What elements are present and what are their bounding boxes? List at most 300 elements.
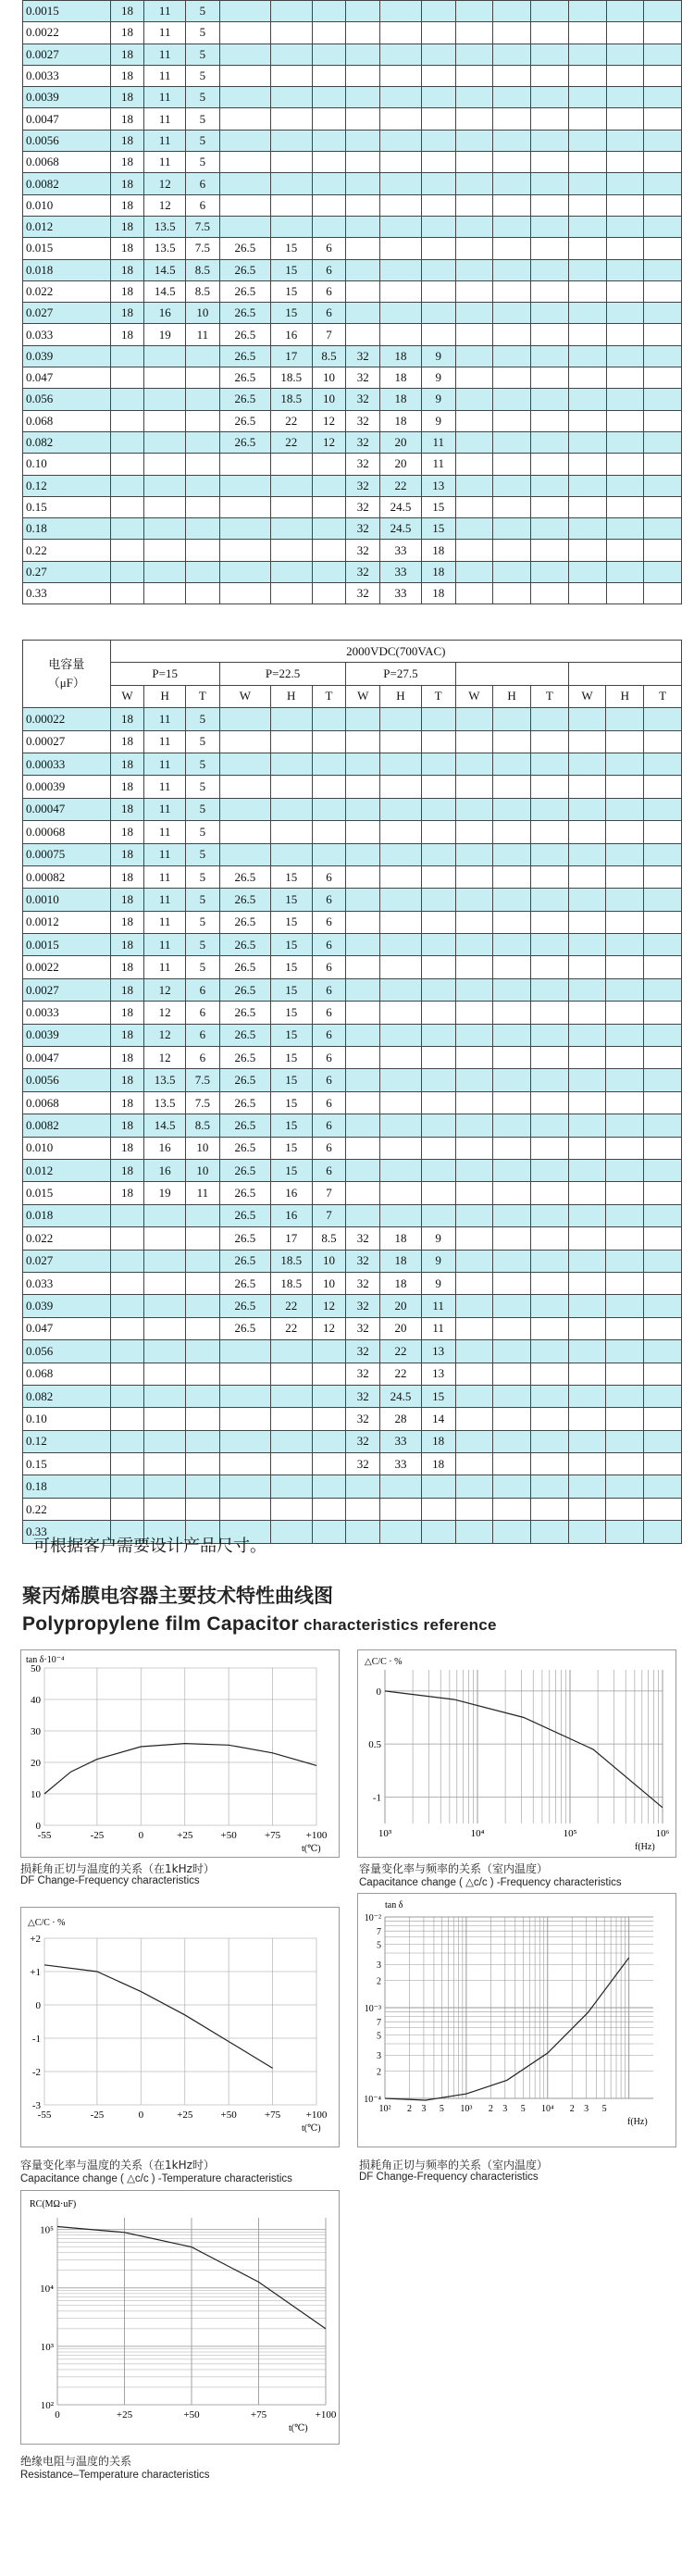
capacitance-cell: 0.18 bbox=[23, 518, 111, 540]
dimension-cell: 26.5 bbox=[219, 889, 270, 911]
tick-label-y: -3 bbox=[31, 2100, 41, 2111]
dimension-cell bbox=[270, 561, 312, 582]
dimension-cell bbox=[455, 259, 493, 280]
dimension-cell bbox=[270, 540, 312, 561]
dimension-cell bbox=[568, 1182, 606, 1204]
dimension-cell: 32 bbox=[346, 496, 380, 517]
dimension-cell: 26.5 bbox=[219, 1114, 270, 1137]
dimension-cell: 11 bbox=[144, 776, 186, 798]
dimension-cell bbox=[606, 389, 644, 410]
dimension-cell bbox=[312, 22, 346, 44]
dimension-cell bbox=[346, 889, 380, 911]
dimension-cell bbox=[110, 345, 144, 367]
capacitance-cell: 0.0039 bbox=[23, 1024, 111, 1046]
dimension-cell bbox=[455, 561, 493, 582]
dimension-cell bbox=[380, 44, 422, 65]
dimension-cell bbox=[568, 776, 606, 798]
capacitance-cell: 0.0027 bbox=[23, 44, 111, 65]
capacitance-cell: 0.015 bbox=[23, 238, 111, 259]
dimension-cell bbox=[421, 303, 455, 324]
dimension-cell bbox=[493, 259, 531, 280]
tick-label-y: -2 bbox=[31, 2067, 41, 2078]
dimension-cell bbox=[644, 216, 682, 237]
dimension-cell bbox=[312, 583, 346, 604]
dimension-cell bbox=[346, 259, 380, 280]
tick-label-y: 2 bbox=[377, 1976, 381, 1987]
dimension-cell bbox=[455, 1295, 493, 1317]
capacitance-cell: 0.00082 bbox=[23, 865, 111, 888]
dimension-cell bbox=[568, 216, 606, 237]
dimension-cell: 18 bbox=[110, 956, 144, 978]
dimension-cell bbox=[644, 22, 682, 44]
dimension-cell: 26.5 bbox=[219, 1250, 270, 1272]
table-row bbox=[23, 454, 682, 475]
dimension-cell bbox=[493, 934, 531, 956]
dimension-cell: 5 bbox=[186, 753, 220, 775]
dimension-cell bbox=[421, 1114, 455, 1137]
dimension-cell bbox=[455, 518, 493, 540]
dimension-cell: 11 bbox=[144, 934, 186, 956]
tick-label-y: 5 bbox=[377, 1940, 381, 1951]
dimension-cell bbox=[644, 454, 682, 475]
dimension-cell bbox=[644, 889, 682, 911]
dimension-cell bbox=[455, 1114, 493, 1137]
dimension-cell bbox=[186, 389, 220, 410]
tick-label-x: 5 bbox=[520, 2104, 526, 2114]
dimension-cell: 16 bbox=[270, 1182, 312, 1204]
dimension-cell bbox=[644, 324, 682, 345]
dimension-cell bbox=[606, 1002, 644, 1024]
dimension-cell bbox=[568, 1, 606, 22]
dimension-cell bbox=[144, 1340, 186, 1363]
dimension-cell bbox=[531, 44, 569, 65]
dimension-cell bbox=[455, 540, 493, 561]
dimension-cell bbox=[219, 843, 270, 865]
table-row bbox=[23, 389, 682, 410]
dimension-cell bbox=[186, 1475, 220, 1498]
dimension-cell bbox=[644, 1340, 682, 1363]
dimension-cell bbox=[312, 540, 346, 561]
table-row bbox=[23, 753, 682, 775]
dimension-cell bbox=[219, 1475, 270, 1498]
dimension-cell: 6 bbox=[312, 978, 346, 1001]
capacitance-cell: 0.056 bbox=[23, 1340, 111, 1363]
dimension-cell bbox=[421, 22, 455, 44]
tick-label-x: 0 bbox=[138, 1830, 144, 1841]
dimension-cell bbox=[380, 708, 422, 730]
section-title-en bbox=[22, 1613, 497, 1636]
dimension-cell bbox=[270, 1521, 312, 1543]
dimension-header: T bbox=[421, 685, 455, 707]
dimension-cell bbox=[644, 65, 682, 86]
dimension-cell bbox=[144, 454, 186, 475]
dimension-cell bbox=[421, 1137, 455, 1159]
dimension-cell bbox=[312, 843, 346, 865]
dimension-cell bbox=[493, 496, 531, 517]
dimension-cell bbox=[644, 1002, 682, 1024]
dimension-cell: 18 bbox=[110, 87, 144, 108]
table-row bbox=[23, 561, 682, 582]
chart-3-caption-cn: 容量变化率与温度的关系（在1kHz时） bbox=[20, 2159, 215, 2172]
dimension-cell bbox=[455, 367, 493, 389]
dimension-cell bbox=[530, 843, 568, 865]
dimension-cell bbox=[312, 475, 346, 496]
dimension-cell bbox=[455, 1521, 493, 1543]
dimension-cell bbox=[493, 1295, 531, 1317]
dimension-cell bbox=[421, 821, 455, 843]
dimension-cell bbox=[493, 410, 531, 431]
dimension-cell bbox=[421, 1204, 455, 1226]
capacitance-cell: 0.0012 bbox=[23, 911, 111, 933]
dimension-cell bbox=[606, 22, 644, 44]
dimension-cell bbox=[531, 216, 569, 237]
table-row bbox=[23, 238, 682, 259]
dimension-cell bbox=[110, 1498, 144, 1520]
dimension-cell bbox=[110, 518, 144, 540]
dimension-cell bbox=[186, 1250, 220, 1272]
tick-label-x: +25 bbox=[177, 2109, 193, 2121]
tick-label-x: 3 bbox=[584, 2104, 589, 2114]
dimension-cell bbox=[380, 1, 422, 22]
capacitance-cell: 0.00047 bbox=[23, 798, 111, 820]
dimension-cell: 26.5 bbox=[219, 238, 270, 259]
dimension-cell: 32 bbox=[346, 561, 380, 582]
dimension-cell bbox=[380, 1047, 422, 1069]
capacitance-cell: 0.027 bbox=[23, 303, 111, 324]
dimension-cell: 32 bbox=[346, 345, 380, 367]
dimension-cell: 6 bbox=[312, 1069, 346, 1091]
dimension-cell bbox=[110, 540, 144, 561]
dimension-cell bbox=[568, 1475, 606, 1498]
dimension-cell bbox=[219, 1408, 270, 1430]
table-row bbox=[23, 130, 682, 151]
dimension-cell bbox=[186, 345, 220, 367]
dimension-cell: 18 bbox=[110, 324, 144, 345]
tick-label-x: +25 bbox=[177, 1830, 193, 1841]
dimension-cell bbox=[455, 1340, 493, 1363]
dimension-cell bbox=[455, 1024, 493, 1046]
dimension-cell bbox=[346, 865, 380, 888]
table-row bbox=[23, 108, 682, 130]
dimension-cell bbox=[219, 130, 270, 151]
tick-label-x: 10⁴ bbox=[470, 1828, 485, 1839]
dimension-cell bbox=[493, 1002, 531, 1024]
dimension-cell bbox=[568, 1498, 606, 1520]
dimension-cell bbox=[530, 730, 568, 753]
voltage-header: 2000VDC(700VAC) bbox=[110, 641, 681, 663]
dimension-cell: 22 bbox=[270, 410, 312, 431]
dimension-cell bbox=[606, 194, 644, 216]
dimension-cell: 26.5 bbox=[219, 367, 270, 389]
dimension-cell bbox=[530, 1227, 568, 1250]
dimension-cell bbox=[312, 87, 346, 108]
dimension-cell bbox=[421, 280, 455, 302]
dimension-cell bbox=[568, 1159, 606, 1181]
dimension-cell: 12 bbox=[144, 194, 186, 216]
dimension-cell bbox=[312, 173, 346, 194]
dimension-cell bbox=[530, 1047, 568, 1069]
tick-label-y: 10 bbox=[31, 1789, 41, 1800]
dimension-cell bbox=[606, 454, 644, 475]
dimension-cell bbox=[530, 1295, 568, 1317]
dimension-cell: 32 bbox=[346, 1250, 380, 1272]
dimension-cell: 13 bbox=[421, 1363, 455, 1385]
dimension-cell: 13 bbox=[421, 1340, 455, 1363]
section-title-en-main: Polypropylene film Capacitor bbox=[22, 1613, 299, 1635]
dimension-cell bbox=[219, 798, 270, 820]
dimension-cell: 26.5 bbox=[219, 934, 270, 956]
dimension-cell: 18 bbox=[110, 152, 144, 173]
dimension-cell bbox=[312, 65, 346, 86]
dimension-cell bbox=[530, 1430, 568, 1452]
table-row bbox=[23, 934, 682, 956]
table-row bbox=[23, 776, 682, 798]
chart-df-temperature bbox=[20, 1649, 340, 1858]
table-row bbox=[23, 1002, 682, 1024]
dimension-cell bbox=[110, 389, 144, 410]
dimension-cell: 9 bbox=[421, 367, 455, 389]
dimension-cell: 18.5 bbox=[270, 1272, 312, 1294]
table-row bbox=[23, 730, 682, 753]
dimension-cell bbox=[493, 889, 531, 911]
capacitance-cell: 0.0033 bbox=[23, 65, 111, 86]
dimension-cell bbox=[270, 1475, 312, 1498]
tick-label-y: +1 bbox=[30, 1967, 41, 1978]
dimension-cell: 15 bbox=[270, 956, 312, 978]
dimension-cell: 12 bbox=[312, 410, 346, 431]
dimension-cell: 11 bbox=[144, 152, 186, 173]
dimension-cell bbox=[186, 540, 220, 561]
dimension-cell bbox=[421, 978, 455, 1001]
dimension-cell: 18 bbox=[421, 561, 455, 582]
dimension-cell bbox=[421, 259, 455, 280]
dimension-cell bbox=[606, 1363, 644, 1385]
dimension-cell bbox=[606, 238, 644, 259]
capacitance-cell: 0.047 bbox=[23, 1317, 111, 1339]
table-row bbox=[23, 911, 682, 933]
dimension-cell: 32 bbox=[346, 540, 380, 561]
capacitance-cell: 0.033 bbox=[23, 1272, 111, 1294]
section-title-en-sub: characteristics reference bbox=[298, 1616, 497, 1634]
dimension-cell bbox=[380, 303, 422, 324]
dimension-cell bbox=[568, 889, 606, 911]
dimension-cell bbox=[493, 821, 531, 843]
dimension-cell bbox=[493, 1340, 531, 1363]
dimension-cell bbox=[346, 324, 380, 345]
dimension-cell: 26.5 bbox=[219, 1272, 270, 1294]
chart-4-caption-en: DF Change-Frequency characteristics bbox=[359, 2172, 539, 2183]
dimension-cell bbox=[568, 1363, 606, 1385]
dimension-cell bbox=[568, 561, 606, 582]
dimension-cell bbox=[644, 798, 682, 820]
dimension-cell bbox=[312, 1385, 346, 1407]
dimension-cell bbox=[186, 410, 220, 431]
dimension-cell: 18 bbox=[110, 44, 144, 65]
dimension-cell: 10 bbox=[312, 367, 346, 389]
capacitance-cell: 0.039 bbox=[23, 345, 111, 367]
dimension-cell bbox=[455, 1, 493, 22]
dimension-cell bbox=[493, 843, 531, 865]
dimension-cell: 6 bbox=[312, 1159, 346, 1181]
dimension-cell bbox=[380, 730, 422, 753]
dimension-cell bbox=[219, 1363, 270, 1385]
tick-label-y: 0 bbox=[35, 2000, 41, 2011]
dimension-cell: 10 bbox=[312, 389, 346, 410]
dimension-cell bbox=[346, 173, 380, 194]
dimension-cell: 5 bbox=[186, 108, 220, 130]
dimension-cell bbox=[493, 367, 531, 389]
dimension-cell bbox=[144, 431, 186, 453]
dimension-cell: 32 bbox=[346, 1272, 380, 1294]
dimension-cell: 5 bbox=[186, 798, 220, 820]
dimension-cell bbox=[606, 345, 644, 367]
dimension-cell bbox=[644, 1069, 682, 1091]
dimension-cell bbox=[455, 496, 493, 517]
capacitance-cell: 0.0068 bbox=[23, 1091, 111, 1114]
dimension-cell bbox=[455, 22, 493, 44]
dimension-cell bbox=[531, 324, 569, 345]
dimension-header: H bbox=[493, 685, 531, 707]
dimension-cell bbox=[186, 1272, 220, 1294]
dimension-cell bbox=[144, 475, 186, 496]
dimension-cell: 33 bbox=[380, 583, 422, 604]
dimension-cell bbox=[644, 956, 682, 978]
dimension-cell: 22 bbox=[270, 1295, 312, 1317]
dimension-cell bbox=[455, 216, 493, 237]
tick-label-x: +100 bbox=[315, 2409, 337, 2420]
dimension-cell bbox=[455, 1317, 493, 1339]
dimension-cell: 11 bbox=[144, 44, 186, 65]
dimension-cell bbox=[493, 87, 531, 108]
dimension-cell bbox=[531, 130, 569, 151]
dimension-cell bbox=[493, 1024, 531, 1046]
dimension-cell: 15 bbox=[270, 1114, 312, 1137]
dimension-cell bbox=[568, 1317, 606, 1339]
dimension-cell bbox=[493, 345, 531, 367]
dimension-cell bbox=[493, 22, 531, 44]
dimension-cell: 16 bbox=[144, 303, 186, 324]
dimension-cell bbox=[455, 1272, 493, 1294]
dimension-cell bbox=[568, 1024, 606, 1046]
table-row bbox=[23, 1114, 682, 1137]
dimension-cell bbox=[219, 1453, 270, 1475]
dimension-cell: 33 bbox=[380, 540, 422, 561]
dimension-cell bbox=[455, 173, 493, 194]
dimension-cell bbox=[493, 475, 531, 496]
dimension-cell: 32 bbox=[346, 454, 380, 475]
dimension-cell bbox=[644, 1024, 682, 1046]
dimension-cell bbox=[380, 65, 422, 86]
pitch-header: P=15 bbox=[110, 663, 219, 685]
table-row bbox=[23, 1295, 682, 1317]
dimension-cell bbox=[568, 1091, 606, 1114]
dimension-cell bbox=[380, 843, 422, 865]
dimension-cell bbox=[380, 1069, 422, 1091]
dimension-cell: 8.5 bbox=[186, 280, 220, 302]
dimension-cell bbox=[346, 1521, 380, 1543]
dimension-cell: 15 bbox=[270, 259, 312, 280]
table-2-header-voltage bbox=[23, 641, 682, 663]
dimension-cell bbox=[144, 1295, 186, 1317]
tick-label-x: -55 bbox=[37, 2109, 52, 2121]
dimension-cell: 13.5 bbox=[144, 1069, 186, 1091]
table-row bbox=[23, 87, 682, 108]
dimension-cell bbox=[455, 708, 493, 730]
dimension-cell bbox=[530, 1114, 568, 1137]
dimension-cell bbox=[568, 130, 606, 151]
dimension-cell: 5 bbox=[186, 1, 220, 22]
dimension-cell bbox=[270, 1430, 312, 1452]
table-row bbox=[23, 431, 682, 453]
dimension-cell bbox=[312, 108, 346, 130]
dimension-cell bbox=[380, 152, 422, 173]
dimension-cell bbox=[421, 1, 455, 22]
dimension-cell bbox=[346, 753, 380, 775]
dimension-cell bbox=[270, 44, 312, 65]
table-row bbox=[23, 1137, 682, 1159]
dimension-cell bbox=[644, 843, 682, 865]
capacitance-cell: 0.012 bbox=[23, 1159, 111, 1181]
dimension-cell bbox=[455, 152, 493, 173]
dimension-cell bbox=[568, 1385, 606, 1407]
dimension-cell bbox=[530, 978, 568, 1001]
dimension-cell: 11 bbox=[144, 889, 186, 911]
dimension-cell bbox=[380, 1475, 422, 1498]
dimension-cell bbox=[421, 1047, 455, 1069]
capacitance-cell: 0.12 bbox=[23, 1430, 111, 1452]
dimension-cell bbox=[493, 173, 531, 194]
capacitance-cell: 0.0068 bbox=[23, 152, 111, 173]
dimension-cell bbox=[644, 730, 682, 753]
dimension-cell bbox=[530, 865, 568, 888]
capacitance-cell: 0.082 bbox=[23, 1385, 111, 1407]
dimension-cell bbox=[568, 410, 606, 431]
dimension-cell bbox=[346, 1024, 380, 1046]
dimension-cell: 26.5 bbox=[219, 1091, 270, 1114]
dimension-cell bbox=[606, 776, 644, 798]
dimension-cell: 9 bbox=[421, 389, 455, 410]
dimension-cell bbox=[530, 798, 568, 820]
dimension-cell bbox=[530, 911, 568, 933]
dimension-cell: 18 bbox=[110, 978, 144, 1001]
dimension-cell bbox=[346, 280, 380, 302]
dimension-cell bbox=[493, 1, 531, 22]
dimension-cell bbox=[270, 518, 312, 540]
capacitance-cell: 0.056 bbox=[23, 389, 111, 410]
dimension-cell: 16 bbox=[144, 1159, 186, 1181]
dimension-cell: 5 bbox=[186, 843, 220, 865]
dimension-cell bbox=[531, 431, 569, 453]
dimension-cell bbox=[421, 1002, 455, 1024]
dimension-cell: 26.5 bbox=[219, 410, 270, 431]
dimension-cell bbox=[606, 540, 644, 561]
dimension-cell bbox=[144, 389, 186, 410]
dimension-cell: 11 bbox=[144, 87, 186, 108]
dimension-cell bbox=[421, 708, 455, 730]
dimension-cell: 26.5 bbox=[219, 1204, 270, 1226]
dimension-cell bbox=[530, 1182, 568, 1204]
dimension-header: H bbox=[606, 685, 644, 707]
dimension-cell: 8.5 bbox=[186, 1114, 220, 1137]
dimension-cell: 6 bbox=[312, 1114, 346, 1137]
dimension-cell bbox=[530, 1159, 568, 1181]
dimension-cell bbox=[531, 475, 569, 496]
dimension-cell bbox=[312, 730, 346, 753]
dimension-cell bbox=[530, 1069, 568, 1091]
dimension-cell bbox=[606, 978, 644, 1001]
dimension-cell bbox=[380, 934, 422, 956]
dimension-cell: 18.5 bbox=[270, 389, 312, 410]
